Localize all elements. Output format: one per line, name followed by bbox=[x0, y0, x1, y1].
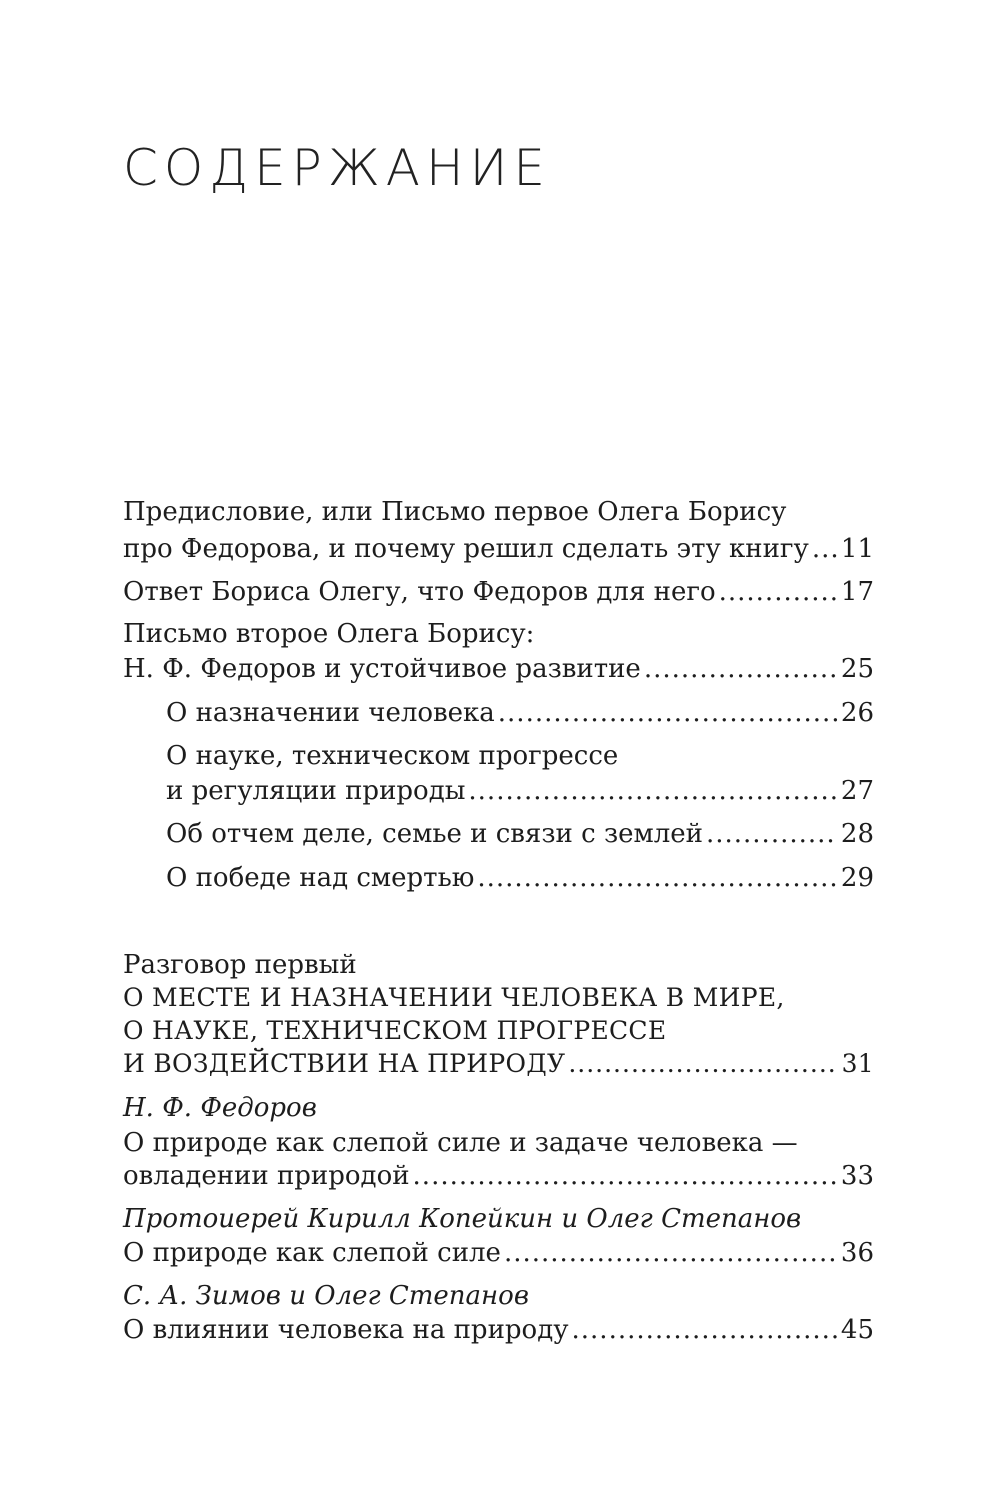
toc-entry-text: О назначении человека bbox=[166, 698, 495, 728]
author-name: Н. Ф. Федоров bbox=[123, 1093, 317, 1123]
page-number: 17 bbox=[840, 577, 874, 607]
leader-dots bbox=[413, 1159, 838, 1193]
toc-entry-text: О победе над смертью bbox=[166, 863, 475, 893]
toc-entry[interactable] bbox=[166, 817, 874, 851]
page-number: 25 bbox=[840, 654, 874, 684]
toc-entry-text: и регуляции природы bbox=[166, 776, 466, 806]
section-heading: О НАУКЕ, ТЕХНИЧЕСКОМ ПРОГРЕССЕ bbox=[123, 1016, 667, 1045]
toc-entry[interactable] bbox=[123, 1313, 874, 1347]
page-number: 26 bbox=[840, 698, 874, 728]
leader-dots bbox=[572, 1313, 838, 1347]
section-label: Разговор первый bbox=[123, 950, 357, 980]
toc-entry[interactable] bbox=[123, 1236, 874, 1270]
toc-entry-text: О природе как слепой силе bbox=[123, 1238, 501, 1268]
author-name: С. А. Зимов и Олег Степанов bbox=[123, 1281, 529, 1311]
toc-entry[interactable] bbox=[123, 1047, 874, 1081]
toc-entry[interactable] bbox=[123, 532, 874, 566]
page-number: 33 bbox=[840, 1161, 874, 1191]
toc-entry-text: Ответ Бориса Олегу, что Федоров для него bbox=[123, 577, 716, 607]
section-heading: О МЕСТЕ И НАЗНАЧЕНИИ ЧЕЛОВЕКА В МИРЕ, bbox=[123, 983, 785, 1012]
toc-entry-text: О влиянии человека на природу bbox=[123, 1315, 569, 1345]
toc-entry-text: Об отчем деле, семье и связи с землей bbox=[166, 819, 703, 849]
page-number: 27 bbox=[840, 776, 874, 806]
toc-entry-text: О науке, техническом прогрессе bbox=[166, 741, 619, 771]
leader-dots bbox=[477, 861, 838, 895]
leader-dots bbox=[706, 817, 838, 851]
leader-dots bbox=[812, 532, 838, 566]
toc-entry[interactable] bbox=[166, 774, 874, 808]
toc-entry[interactable] bbox=[123, 1159, 874, 1193]
toc-entry-text: про Федорова, и почему решил сделать эту книгу bbox=[123, 534, 809, 564]
toc-entry[interactable] bbox=[123, 652, 874, 686]
page-number: 29 bbox=[840, 863, 874, 893]
page-number: 11 bbox=[840, 534, 874, 564]
toc-entry-text: О природе как слепой силе и задаче человека — bbox=[123, 1128, 798, 1158]
toc-entry-text: Н. Ф. Федоров и устойчивое развитие bbox=[123, 654, 641, 684]
toc-entry-text: овладении природой bbox=[123, 1161, 410, 1191]
toc-entry-text: Предисловие, или Письмо первое Олега Борису bbox=[123, 497, 787, 527]
leader-dots bbox=[468, 774, 838, 808]
toc-entry[interactable] bbox=[123, 575, 874, 609]
leader-dots bbox=[498, 696, 838, 730]
page-title: СОДЕРЖАНИЕ bbox=[123, 139, 551, 197]
leader-dots bbox=[568, 1047, 838, 1081]
page-number: 31 bbox=[841, 1049, 874, 1078]
page-number: 28 bbox=[840, 819, 874, 849]
page-number: 45 bbox=[840, 1315, 874, 1345]
leader-dots bbox=[719, 575, 838, 609]
author-name: Протоиерей Кирилл Копейкин и Олег Степанов bbox=[123, 1204, 802, 1234]
toc-entry-text: Письмо второе Олега Борису: bbox=[123, 619, 535, 649]
leader-dots bbox=[504, 1236, 838, 1270]
section-heading: И ВОЗДЕЙСТВИИ НА ПРИРОДУ bbox=[123, 1049, 566, 1078]
page-number: 36 bbox=[840, 1238, 874, 1268]
leader-dots bbox=[644, 652, 838, 686]
toc-entry[interactable] bbox=[166, 861, 874, 895]
toc-entry[interactable] bbox=[166, 696, 874, 730]
